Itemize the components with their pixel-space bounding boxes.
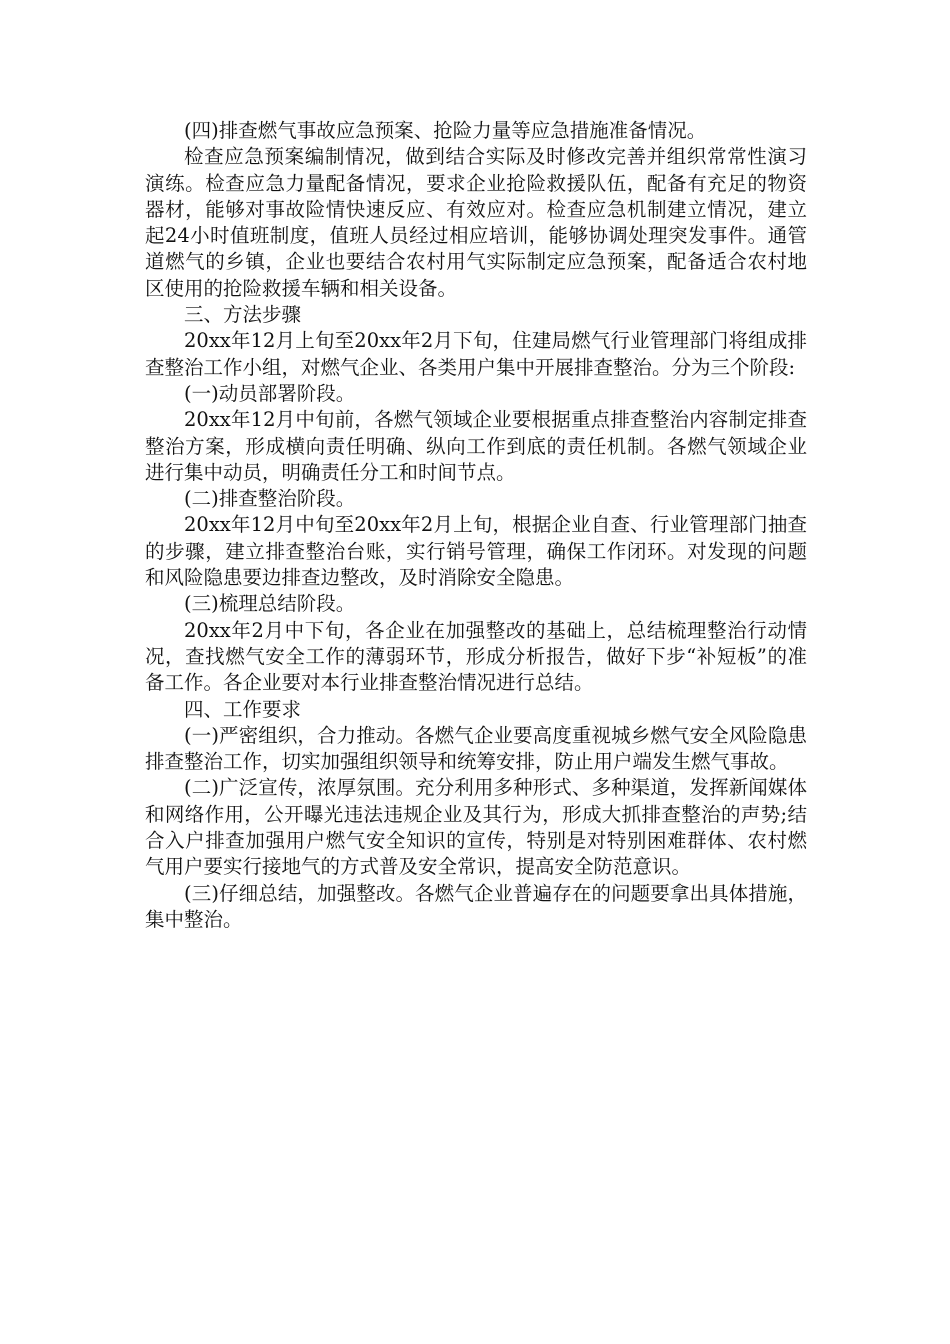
paragraph-emergency-plan: 检查应急预案编制情况，做到结合实际及时修改完善并组织常常性演习演练。检查应急力量配备情况，要求企业抢险救援队伍，配备有充足的物资器材，能够对事故险情快速反应、有效应对。检查应急机制建立情况，建立起24小时值班制度，值班人员经过相应培训，能够协调处理突发事件。通管道燃气的乡镇，企业也要结合农村用气实际制定应急预案，配备适合农村地区使用的抢险救援车辆和相关设备。 — [145, 145, 807, 300]
paragraph-stage-mobilization: 20xx年12月中旬前，各燃气领域企业要根据重点排查整治内容制定排查整治方案，形成横向责任明确、纵向工作到底的责任机制。各燃气领域企业进行集中动员，明确责任分工和时间节点。 — [145, 408, 807, 484]
paragraph-stage-summary: 20xx年2月中下旬，各企业在加强整改的基础上，总结梳理整治行动情况，查找燃气安全工作的薄弱环节，形成分析报告，做好下步“补短板”的准备工作。各企业要对本行业排查整治情况进行总结。 — [145, 618, 807, 695]
paragraph-requirement-organize: (一)严密组织，合力推动。各燃气企业要高度重视城乡燃气安全风险隐患排查整治工作，切实加强组织领导和统筹安排，防止用户端发生燃气事故。 — [145, 723, 807, 774]
heading-methods-steps: 三、方法步骤 — [184, 303, 302, 327]
paragraph-requirement-publicity: (二)广泛宣传，浓厚氛围。充分利用多种形式、多种渠道，发挥新闻媒体和网络作用，公开曝光违法违规企业及其行为，形成大抓排查整治的声势;结合入户排查加强用户燃气安全知识的宣传，特别是对特别困难群体、农村燃气用户要实行接地气的方式普及安全常识，提高安全防范意识。 — [145, 776, 807, 879]
paragraph-requirement-rectify: (三)仔细总结，加强整改。各燃气企业普遍存在的问题要拿出具体措施，集中整治。 — [145, 881, 807, 931]
heading-work-requirements: 四、工作要求 — [184, 697, 302, 721]
heading-stage-summary: (三)梳理总结阶段。 — [184, 592, 356, 616]
heading-stage-inspection: (二)排查整治阶段。 — [184, 487, 356, 511]
paragraph-stage-inspection: 20xx年12月中旬至20xx年2月上旬，根据企业自查、行业管理部门抽查的步骤，建立排查整治台账，实行销号管理，确保工作闭环。对发现的问题和风险隐患要边排查边整改，及时消除安全隐患。 — [145, 513, 807, 590]
document-body — [145, 118, 807, 933]
paragraph-methods-intro: 20xx年12月上旬至20xx年2月下旬，住建局燃气行业管理部门将组成排查整治工作小组，对燃气企业、各类用户集中开展排查整治。分为三个阶段: — [145, 329, 807, 379]
paragraph-section-4-heading: (四)排查燃气事故应急预案、抢险力量等应急措施准备情况。 — [184, 119, 707, 142]
heading-stage-mobilization: (一)动员部署阶段。 — [184, 381, 356, 405]
